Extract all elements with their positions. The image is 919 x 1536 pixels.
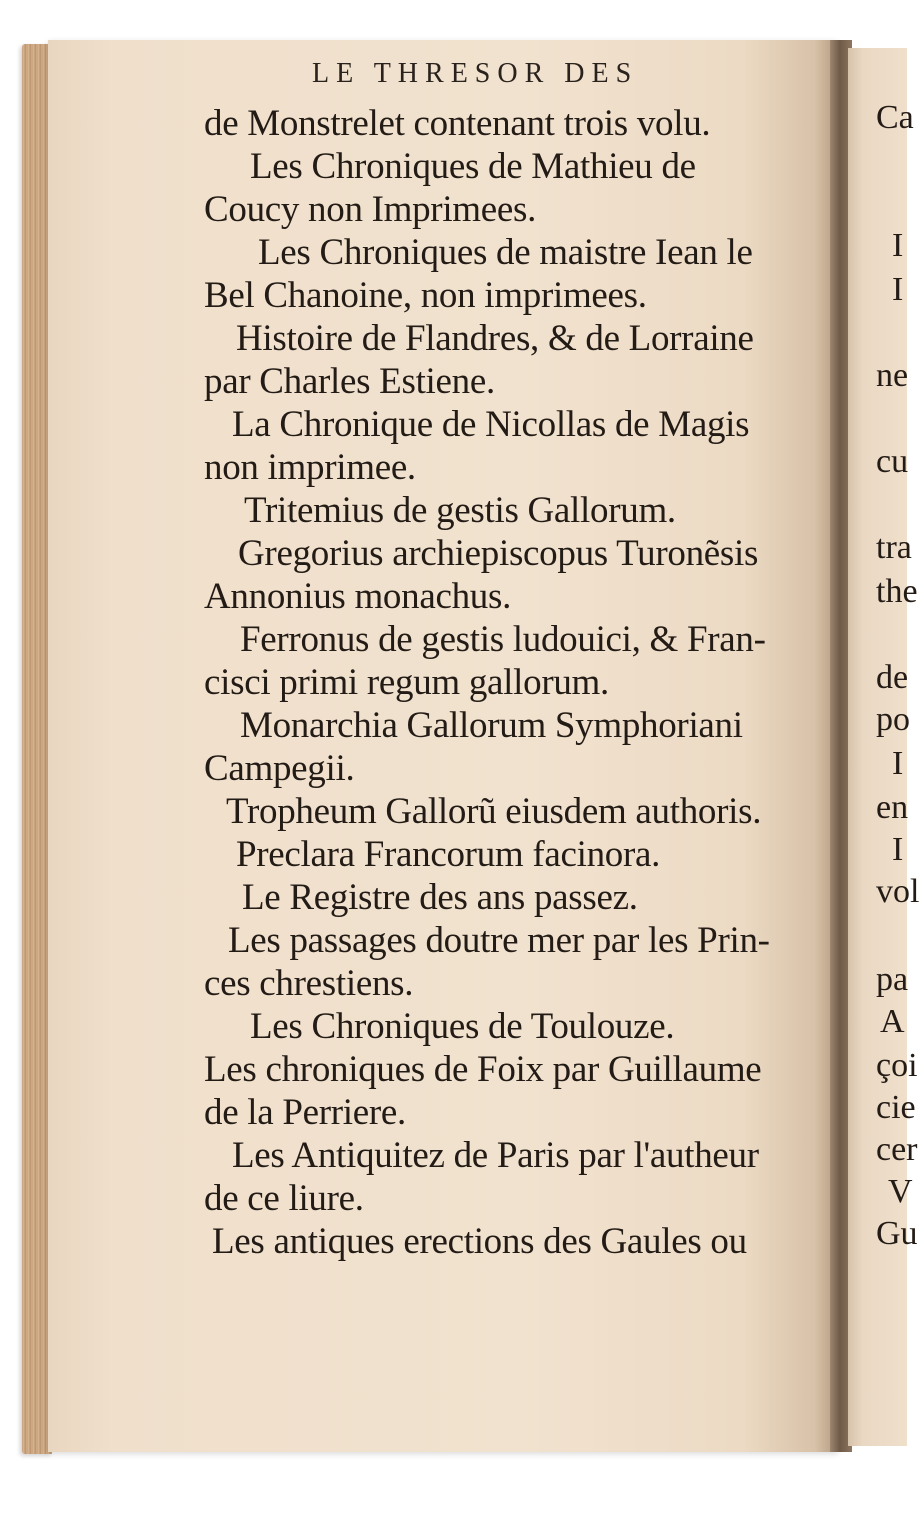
text-line: par Charles Estiene. <box>204 361 495 402</box>
right-fragment: Gu <box>876 1215 918 1252</box>
right-fragment: cu <box>876 443 909 480</box>
text-line: ces chrestiens. <box>204 963 414 1004</box>
text-line: Les Chroniques de Mathieu de <box>250 146 696 187</box>
text-line: cisci primi regum gallorum. <box>204 662 609 703</box>
right-fragment: çoi <box>876 1047 918 1084</box>
right-fragment: I <box>892 271 904 308</box>
text-line: Ferronus de gestis ludouici, & Fran- <box>240 619 766 660</box>
running-head: LE THRESOR DES <box>312 58 639 89</box>
text-line: Annonius monachus. <box>204 576 512 617</box>
right-fragment: I <box>892 831 904 868</box>
text-line: Bel Chanoine, non imprimees. <box>204 275 647 316</box>
right-fragment: the <box>876 573 918 610</box>
right-fragment: V <box>888 1173 913 1210</box>
right-fragment: en <box>876 789 909 826</box>
right-fragment: ne <box>876 357 909 394</box>
text-line: Tritemius de gestis Gallorum. <box>244 490 676 531</box>
text-line: Le Registre des ans passez. <box>242 877 638 918</box>
text-line: Les chroniques de Foix par Guillaume <box>204 1049 762 1090</box>
text-line: Les Antiquitez de Paris par l'autheur <box>232 1135 759 1176</box>
text-line: de ce liure. <box>204 1178 364 1219</box>
text-line: Monarchia Gallorum Symphoriani <box>240 705 743 746</box>
right-fragment: cer <box>876 1131 918 1168</box>
right-fragment: po <box>876 701 910 738</box>
text-line: Les Chroniques de maistre Iean le <box>258 232 753 273</box>
right-fragment: Ca <box>876 99 914 136</box>
text-line: non imprimee. <box>204 447 416 488</box>
right-fragment: cie <box>876 1089 916 1126</box>
text-line: Les passages doutre mer par les Prin- <box>228 920 770 961</box>
text-line: Les antiques erections des Gaules ou <box>212 1221 747 1262</box>
right-fragment: I <box>892 227 904 264</box>
right-fragment: de <box>876 659 909 696</box>
right-fragment: A <box>880 1003 905 1040</box>
text-line: La Chronique de Nicollas de Magis <box>232 404 750 445</box>
text-line: Campegii. <box>204 748 355 789</box>
text-line: Preclara Francorum facinora. <box>236 834 661 875</box>
right-fragment: tra <box>876 529 912 566</box>
right-fragment: vol <box>876 873 919 910</box>
right-fragment: I <box>892 745 904 782</box>
text-line: de la Perriere. <box>204 1092 406 1133</box>
text-line: Coucy non Imprimees. <box>204 189 537 230</box>
right-fragment: pa <box>876 961 909 998</box>
text-line: Les Chroniques de Toulouze. <box>250 1006 675 1047</box>
text-line: de Monstrelet contenant trois volu. <box>204 103 711 144</box>
text-line: Histoire de Flandres, & de Lorraine <box>236 318 754 359</box>
text-line: Gregorius archiepiscopus Turonẽsis <box>238 533 759 574</box>
text-line: Tropheum Gallorũ eiusdem authoris. <box>226 791 762 832</box>
